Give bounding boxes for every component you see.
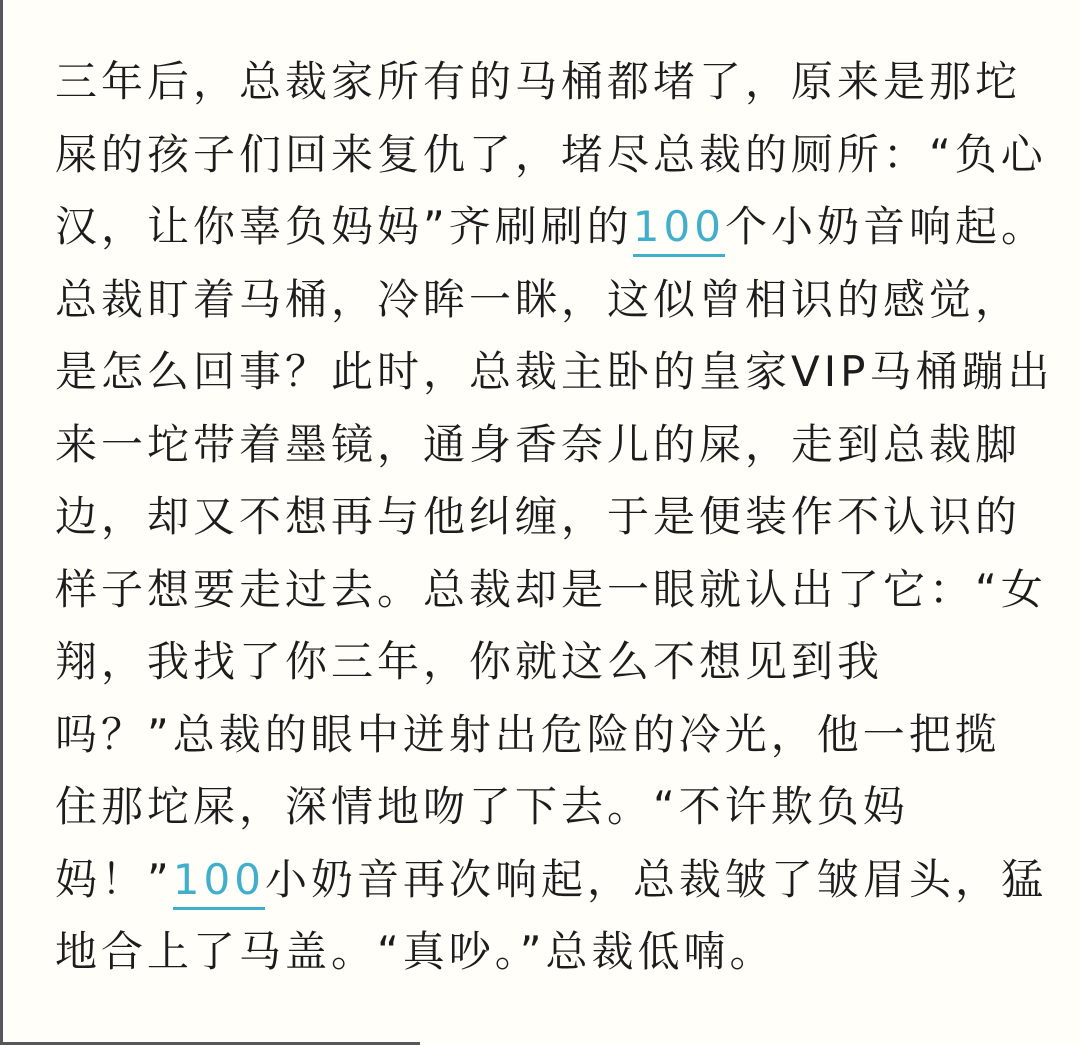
text-segment: 样子想要走过去。总裁却是一眼就认出了它：“女 [55, 564, 1047, 614]
text-line [55, 699, 1040, 772]
text-line [55, 481, 1040, 554]
text-lines [55, 46, 1054, 989]
text-line [55, 191, 1047, 264]
text-segment: 三年后，总裁家所有的马桶都堵了，原来是那坨 [55, 57, 1022, 106]
text-segment: 边，却又不想再与他纠缠，于是便装作不认识的 [55, 492, 1022, 541]
text-segment: 小奶音再次响起，总裁皱了皱眉头，猛 [264, 854, 1047, 904]
text-line [55, 119, 1047, 192]
count-link[interactable]: 100 [633, 202, 725, 257]
text-segment: 总裁盯着马桶，冷眸一眯，这似曾相识的感觉， [55, 274, 1022, 324]
text-segment: 妈！” [55, 854, 173, 904]
text-line [55, 626, 1040, 699]
text-segment: 个小奶音响起。 [724, 202, 1047, 251]
text-line [55, 916, 1040, 989]
count-link[interactable]: 100 [173, 855, 265, 910]
text-segment: 吗？”总裁的眼中迸射出危险的冷光，他一把揽 [55, 709, 1001, 759]
text-block [55, 46, 1054, 989]
text-line [55, 771, 1040, 844]
text-segment: 是怎么回事？此时，总裁主卧的皇家VIP马桶蹦出 [55, 347, 1054, 396]
text-line [55, 264, 1040, 337]
text-segment: 住那坨屎，深情地吻了下去。“不许欺负妈 [55, 782, 909, 831]
text-line [55, 336, 1054, 409]
text-line [55, 554, 1047, 627]
text-line [55, 844, 1047, 917]
text-segment: 地合上了马盖。“真吵。”总裁低喃。 [55, 927, 776, 976]
text-line [55, 409, 1040, 482]
text-segment: 汉，让你辜负妈妈”齐刷刷的 [55, 202, 633, 251]
text-segment: 屎的孩子们回来复仇了，堵尽总裁的厕所：“负心 [55, 129, 1047, 179]
text-segment: 来一坨带着墨镜，通身香奈儿的屎，走到总裁脚 [55, 419, 1022, 469]
left-edge-line [0, 0, 3, 1045]
text-line [55, 46, 1040, 119]
text-segment: 翔，我找了你三年，你就这么不想见到我 [55, 637, 884, 686]
